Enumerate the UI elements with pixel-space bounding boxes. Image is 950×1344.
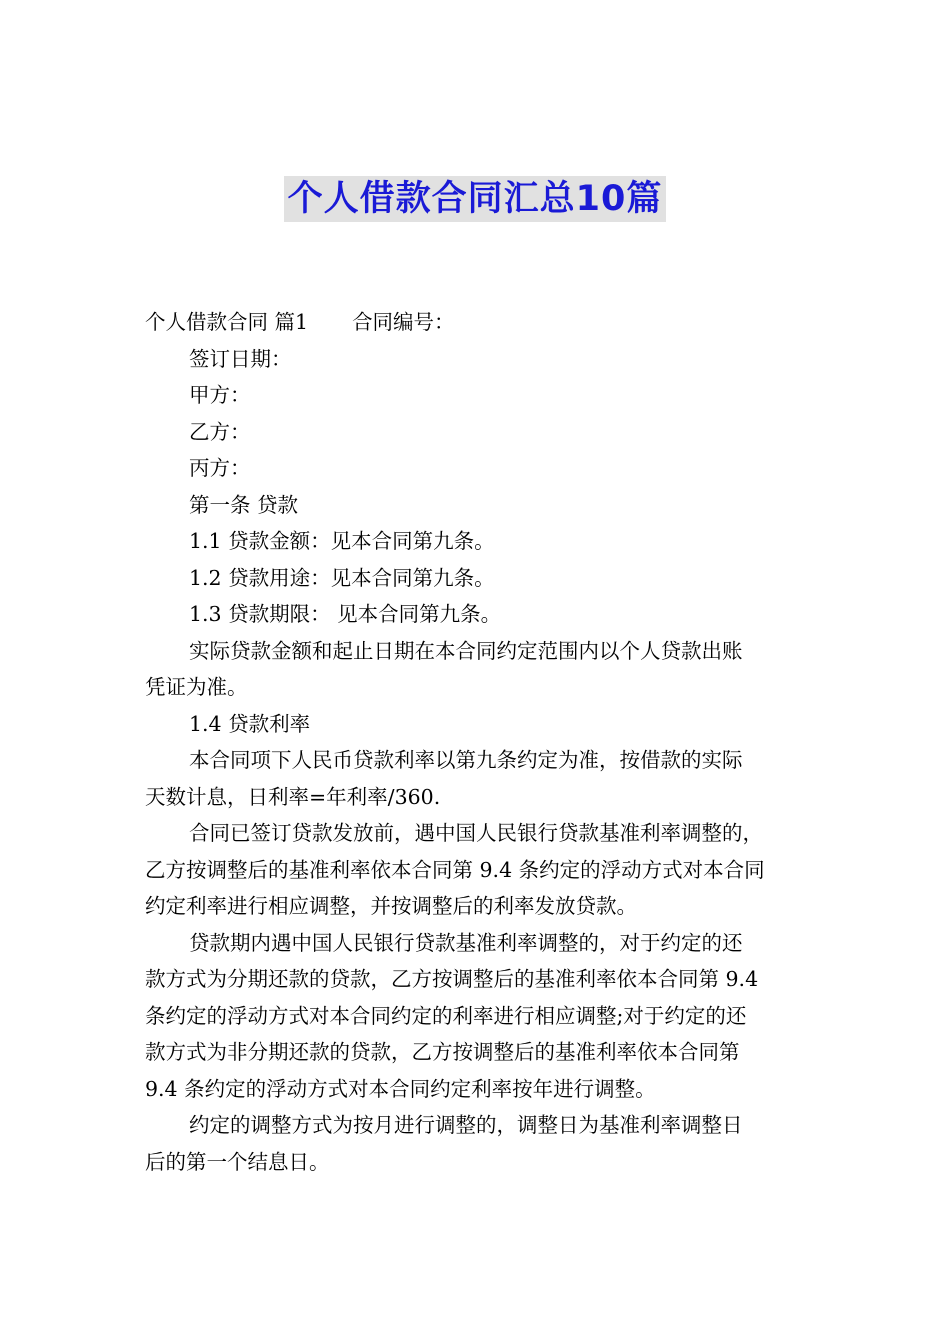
title-container <box>0 176 950 222</box>
paragraph-line: 款方式为非分期还款的贷款，乙方按调整后的基准利率依本合同第 <box>145 1040 740 1064</box>
document-title: 个人借款合同汇总10篇 <box>284 176 667 222</box>
paragraph-line: 约定的调整方式为按月进行调整的，调整日为基准利率调整日 <box>189 1113 743 1137</box>
section-heading-line <box>145 304 813 341</box>
paragraph-actual-amount <box>145 633 813 706</box>
paragraph-line: 后的第一个结息日。 <box>145 1149 330 1174</box>
paragraph-line: 约定利率进行相应调整，并按调整后的利率发放贷款。 <box>145 894 637 918</box>
party-a-label: 甲方： <box>189 383 251 407</box>
item-1-1: 1.1 贷款金额：见本合同第九条。 <box>189 529 495 553</box>
document-body <box>145 304 813 1180</box>
item-1-3: 1.3 贷款期限： 见本合同第九条。 <box>189 602 502 626</box>
paragraph-line: 凭证为准。 <box>145 675 248 699</box>
paragraph-monthly-adjustment <box>145 1107 813 1180</box>
contract-number-label: 合同编号： <box>352 310 455 334</box>
paragraph-line: 乙方按调整后的基准利率依本合同第 9.4 条约定的浮动方式对本合同 <box>145 857 765 882</box>
party-b-label: 乙方： <box>189 419 251 444</box>
section-heading: 个人借款合同 篇1 <box>145 310 309 334</box>
sign-date-label: 签订日期： <box>189 346 292 371</box>
paragraph-line: 条约定的浮动方式对本合同约定的利率进行相应调整;对于约定的还 <box>145 1003 747 1028</box>
party-c-label: 丙方： <box>189 456 251 480</box>
paragraph-line: 天数计息，日利率=年利率/360. <box>145 784 441 809</box>
paragraph-interest-rate <box>145 742 813 815</box>
article-1-heading: 第一条 贷款 <box>189 492 299 517</box>
item-1-4: 1.4 贷款利率 <box>189 711 311 736</box>
paragraph-line: 实际贷款金额和起止日期在本合同约定范围内以个人贷款出账 <box>189 638 743 663</box>
paragraph-line: 款方式为分期还款的贷款，乙方按调整后的基准利率依本合同第 9.4 <box>145 967 759 991</box>
paragraph-line: 合同已签订贷款发放前，遇中国人民银行贷款基准利率调整的， <box>189 821 763 845</box>
paragraph-loan-period <box>145 925 813 1108</box>
paragraph-line: 9.4 条约定的浮动方式对本合同约定利率按年进行调整。 <box>145 1076 656 1101</box>
paragraph-line: 贷款期内遇中国人民银行贷款基准利率调整的，对于约定的还 <box>189 930 743 955</box>
paragraph-before-disbursement <box>145 815 813 925</box>
item-1-2: 1.2 贷款用途：见本合同第九条。 <box>189 565 495 590</box>
paragraph-line: 本合同项下人民币贷款利率以第九条约定为准，按借款的实际 <box>189 748 743 772</box>
